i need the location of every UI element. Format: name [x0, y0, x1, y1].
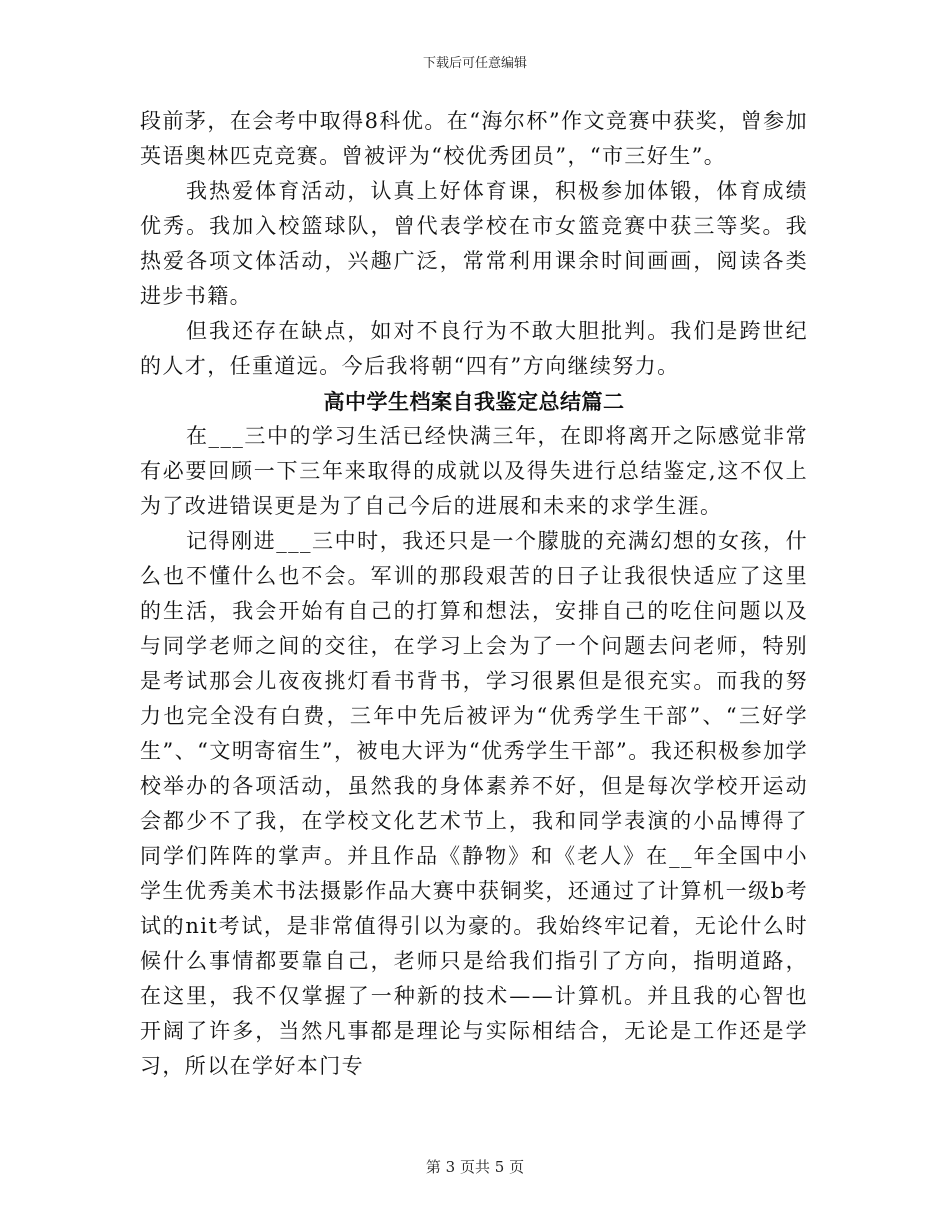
document-body [140, 104, 808, 1084]
page-footer: 第 3 页共 5 页 [425, 1158, 525, 1176]
section-heading: 高中学生档案自我鉴定总结篇二 [323, 389, 625, 414]
page-header: 下载后可任意编辑 [422, 56, 527, 71]
paragraph-1: 段前茅，在会考中取得8科优。在“海尔杯”作文竞赛中获奖，曾参加英语奥林匹克竞赛。曾被评为“校优秀团员”，“市三好生”。 [140, 109, 808, 168]
paragraph-2: 我热爱体育活动，认真上好体育课，积极参加体锻，体育成绩优秀。我加入校篮球队，曾代表学校在市女篮竞赛中获三等奖。我热爱各项文体活动，兴趣广泛，常常利用课余时间画画，阅读各类进步书籍。 [140, 179, 808, 308]
paragraph-3: 但我还存在缺点，如对不良行为不敢大胆批判。我们是跨世纪的人才，任重道远。今后我将朝“四有”方向继续努力。 [140, 319, 808, 378]
paragraph-4: 在___三中的学习生活已经快满三年，在即将离开之际感觉非常有必要回顾一下三年来取得的成就以及得失进行总结鉴定,这不仅上为了改进错误更是为了自己今后的进展和未来的求学生涯。 [140, 424, 808, 518]
paragraph-5: 记得刚进___三中时，我还只是一个朦胧的充满幻想的女孩，什么也不懂什么也不会。军训的那段艰苦的日子让我很快适应了这里的生活，我会开始有自己的打算和想法，安排自己的吃住问题以及与同学老师之间的交往，在学习上会为了一个问题去问老师，特别是考试那会儿夜夜挑灯看书背书，学习很累但是很充实。而我的努力也完全没有白费，三年中先后被评为“优秀学生干部”、“三好学生”、“文明寄宿生”，被电大评为“优秀学生干部”。我还积极参加学校举办的各项活动，虽然我的身体素养不好，但是每次学校开运动会都少不了我，在学校文化艺术节上，我和同学表演的小品博得了同学们阵阵的掌声。并且作品《静物》和《老人》在__年全国中小学生优秀美术书法摄影作品大赛中获铜奖，还通过了计算机一级b考试的nit考试，是非常值得引以为豪的。我始终牢记着，无论什么时候什么事情都要靠自己，老师只是给我们指引了方向，指明道路，在这里，我不仅掌握了一种新的技术——计算机。并且我的心智也开阔了许多，当然凡事都是理论与实际相结合，无论是工作还是学习，所以在学好本门专 [140, 529, 808, 1078]
